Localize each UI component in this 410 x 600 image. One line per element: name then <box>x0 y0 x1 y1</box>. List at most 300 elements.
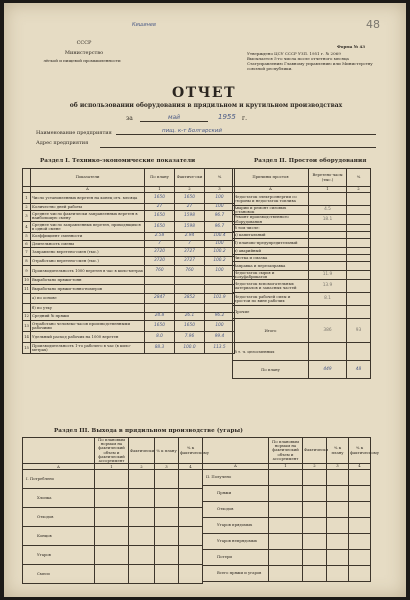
section1-row-label: Средний № пряжи <box>31 313 145 321</box>
section1-title: Раздел I. Технико-экономические показатели <box>40 158 196 164</box>
section3-left-cell <box>179 470 203 489</box>
section1-row-plan: 1650 <box>145 211 175 222</box>
section2-letter-1: 1 <box>309 187 347 193</box>
section1-row-fact: 3727 <box>175 248 205 257</box>
section2-row-pct <box>347 193 371 206</box>
section3-right-cell <box>269 566 303 582</box>
section1-row-pct: 100 <box>205 266 235 277</box>
section3-left-cell <box>155 489 179 508</box>
section3-right-row <box>203 518 371 534</box>
section1-row-pct <box>205 285 235 294</box>
section3-right-cell <box>303 470 327 486</box>
section3-right-row <box>203 502 371 518</box>
enterprise-address-label: Адрес предприятия <box>36 140 89 146</box>
section1-row-no: 5 <box>23 233 31 241</box>
section1-row-no: 3 <box>23 211 31 222</box>
section1-letter-a: А <box>31 187 145 193</box>
section3-left-cell <box>129 565 155 584</box>
section3-left-cell <box>129 546 155 565</box>
section1-row-label: Заправлено веретено-смен (тыс.) <box>31 248 145 257</box>
section3-left-cell <box>179 489 203 508</box>
section3-left-letter: 1 <box>95 464 129 470</box>
section1-row-plan: 2.58 <box>145 233 175 241</box>
section3-left-header: % к фактическому <box>179 438 203 464</box>
section3-right-row-label: Угаров непрядомых <box>203 534 269 550</box>
section2-row-hours <box>309 231 347 238</box>
section1-table <box>22 168 235 354</box>
section1-row-plan <box>145 285 175 294</box>
ussr-label: СССР <box>76 40 92 46</box>
section3-right-row <box>203 566 371 582</box>
section1-row-fact: 1650 <box>175 193 205 204</box>
section3-left-cell <box>179 508 203 527</box>
section1-row-plan <box>145 277 175 285</box>
section2-row-label: Заправка и перезаправка <box>233 261 309 270</box>
section3-right-cell <box>327 502 349 518</box>
section2-row-pct <box>347 238 371 247</box>
section2-row-hours <box>309 254 347 261</box>
section1-header-no <box>23 169 31 187</box>
section1-row-fact: 2.94 <box>175 233 205 241</box>
section1-row-pct <box>205 304 235 313</box>
section3-right-header: По плановым нормам на фактический объем и ассортимент <box>269 438 303 464</box>
section3-left-row <box>23 508 203 527</box>
section2-row-pct <box>347 306 371 319</box>
section3-left-cell <box>179 546 203 565</box>
section3-left-cell <box>155 508 179 527</box>
section1-row-plan: 1650 <box>145 193 175 204</box>
section1-row-label: Число установленных веретен на конец отч. месяца <box>31 193 145 204</box>
approval-line-4: союзной республики. <box>247 66 293 71</box>
section3-right-letter: 4 <box>349 464 371 470</box>
section1-row-label: Производительность 1-го рабочего в час (в кило-метрах) <box>31 343 145 354</box>
section3-right-cell <box>269 534 303 550</box>
section1-row-fact: 26.1 <box>175 313 205 321</box>
section3-right-header: % к фактическому <box>349 438 371 464</box>
section3-left-cell <box>95 470 129 489</box>
section1-row <box>23 204 235 211</box>
section2-row-hours <box>309 306 347 319</box>
section1-row-fact: 7.96 <box>175 332 205 343</box>
section2-row <box>233 193 371 206</box>
section2-row-label: б) планово-предупредительный <box>233 238 309 247</box>
section1-row-fact: 1598 <box>175 222 205 233</box>
section3-right-row <box>203 534 371 550</box>
enterprise-name-value: пищ. к-т Болгарский <box>116 128 376 135</box>
section1-row-no: 8 <box>23 257 31 266</box>
section1-row-no <box>23 294 31 304</box>
section1-row-pct: 99.4 <box>205 332 235 343</box>
section1-row <box>23 277 235 285</box>
section1-row-no: 13 <box>23 321 31 332</box>
section2-header-pct: % <box>347 169 371 187</box>
section3-left-row-label: Концов <box>23 527 95 546</box>
section1-row-no: 10 <box>23 277 31 285</box>
section3-left-cell <box>155 470 179 489</box>
section2-row-pct <box>347 254 371 261</box>
section3-right-cell <box>349 470 371 486</box>
section3-right-cell <box>269 470 303 486</box>
section3-right-cell <box>327 534 349 550</box>
form-number: Форма № 43 <box>337 44 366 49</box>
section1-letter-2: 2 <box>175 187 205 193</box>
section1-row-plan: 1650 <box>145 321 175 332</box>
section3-left-cell <box>129 527 155 546</box>
section1-row-fact: 1598 <box>175 211 205 222</box>
section3-left-row <box>23 489 203 508</box>
section2-row-hours <box>309 247 347 254</box>
report-title: ОТЧЕТ <box>172 85 236 101</box>
section3-right-letter: 2 <box>303 464 327 470</box>
section2-row-pct <box>347 247 371 254</box>
section3-left-header: Фактически <box>129 438 155 464</box>
section3-left-cell <box>179 565 203 584</box>
section1-row-label: Отработано человеко-часов производственными рабочими <box>31 321 145 332</box>
section3-right-row-label: Отходов <box>203 502 269 518</box>
section3-left-header: По плановым нормам на фактический объем и фактический ассортимент <box>95 438 129 464</box>
section1-row-no <box>23 304 31 313</box>
section1-letter-3: 3 <box>205 187 235 193</box>
section2-row-label: Недостаток сырья и полуфабрикатов <box>233 270 309 279</box>
section1-row-plan: 7 <box>145 241 175 248</box>
section1-row-label: а) по основе <box>31 294 145 304</box>
section1-row <box>23 222 235 233</box>
section1-row-label: б) по утку <box>31 304 145 313</box>
approval-line-3: Статуправлению Главному управлению или Министерству <box>247 61 373 66</box>
section2-row-label: Чистка и смазка <box>233 254 309 261</box>
section3-right-header: % к плану <box>327 438 349 464</box>
section3-left-header: % к плану <box>155 438 179 464</box>
section3-right-cell <box>327 486 349 502</box>
section3-right-row <box>203 550 371 566</box>
section3-left-row-label: Отходов <box>23 508 95 527</box>
section1-row <box>23 304 235 313</box>
section3-left-cell <box>129 508 155 527</box>
section1-row-label: Производительность 1000 веретен в час в кило-метрах <box>31 266 145 277</box>
section3-left-table <box>22 437 209 584</box>
report-subtitle: об использовании оборудования в прядильном и крутильном производствах <box>69 102 343 109</box>
approval-line-2: Высылается 5-го числа после отчетного месяца <box>247 56 349 61</box>
section3-right-row-label: Всего пряжи и угаров <box>203 566 269 582</box>
section3-title: Раздел III. Выхода в прядильном производстве (угары) <box>54 428 243 434</box>
section3-right-cell <box>303 502 327 518</box>
section1-row <box>23 193 235 204</box>
section1-row-plan: 27 <box>145 204 175 211</box>
section1-row <box>23 257 235 266</box>
section2-row-label: Ремонт производственного оборудования <box>233 215 309 224</box>
section3-right-cell <box>269 550 303 566</box>
section2-row-hours: 11.9 <box>309 270 347 279</box>
section1-row <box>23 313 235 321</box>
section2-row-hours: 18.1 <box>309 215 347 224</box>
section2-row-hours <box>309 261 347 270</box>
section1-row-fact: 100.0 <box>175 343 205 354</box>
section2-header-reason: Причины простоя <box>233 169 309 187</box>
section2-letter-2: 2 <box>347 187 371 193</box>
section3-right-cell <box>349 566 371 582</box>
section3-left-cell <box>179 527 203 546</box>
section1-row-pct: 96.7 <box>205 211 235 222</box>
period-year: 1955 <box>218 113 236 121</box>
section2-row-label: В том числе: <box>233 224 309 231</box>
section1-row-no: 11 <box>23 285 31 294</box>
enterprise-name-label: Наименование предприятия <box>36 130 112 136</box>
section3-right-cell <box>303 566 327 582</box>
section1-row-plan: 1650 <box>145 222 175 233</box>
ministry-label: Министерство <box>64 50 104 56</box>
section1-row-pct: 101.9 <box>205 294 235 304</box>
section1-row-label: Количество дней работы <box>31 204 145 211</box>
section3-left-row-label: Смеси <box>23 565 95 584</box>
section3-right-header: Фактически <box>303 438 327 464</box>
section3-left-letter: 3 <box>155 464 179 470</box>
section3-left-cell <box>155 527 179 546</box>
section3-right-cell <box>303 486 327 502</box>
section3-right-row-label: Угаров прядомых <box>203 518 269 534</box>
section3-left-cell <box>95 489 129 508</box>
section3-right-letter: 3 <box>327 464 349 470</box>
section3-right-row <box>203 470 371 486</box>
section3-right-cell <box>269 518 303 534</box>
section1-row <box>23 241 235 248</box>
section2-row-hours: 4.5 <box>309 206 347 215</box>
section1-header-pct: % <box>205 169 235 187</box>
section2-row-pct <box>347 270 371 279</box>
section1-row-plan: 8.0 <box>145 332 175 343</box>
section3-left-cell <box>95 508 129 527</box>
section2-row-pct <box>347 231 371 238</box>
section1-row-no: 12 <box>23 313 31 321</box>
section1-row-plan: 24.8 <box>145 313 175 321</box>
section2-row-label: Прочие <box>233 306 309 319</box>
section2-row <box>233 224 371 231</box>
section2-plan-label: По плану <box>233 361 309 379</box>
section3-left-row-label: Хлопка <box>23 489 95 508</box>
section2-row <box>233 270 371 279</box>
section1-row <box>23 248 235 257</box>
section3-left-row <box>23 565 203 584</box>
section1-letter-1: 1 <box>145 187 175 193</box>
section2-total-pct: 93 <box>347 319 371 343</box>
section1-row <box>23 233 235 241</box>
section1-row-pct: 100.2 <box>205 248 235 257</box>
section3-right-cell <box>327 518 349 534</box>
section3-left-cell <box>155 546 179 565</box>
section1-row-label: Удельный расход рабочих на 1000 веретен <box>31 332 145 343</box>
section2-letter-a: А <box>233 187 309 193</box>
section1-row-pct: 100 <box>205 241 235 248</box>
section3-left-cell <box>129 470 155 489</box>
section1-row-pct: 96.2 <box>205 313 235 321</box>
section1-row-no: 14 <box>23 332 31 343</box>
ministry-handwritten: Кишинев <box>132 22 156 28</box>
section1-row-fact: 3852 <box>175 294 205 304</box>
section3-right-cell <box>327 550 349 566</box>
section2-incl-label: В т. ч. целосменных <box>233 343 309 361</box>
section2-row <box>233 261 371 270</box>
section3-right-cell <box>349 518 371 534</box>
section1-row-no: 9 <box>23 266 31 277</box>
section2-row <box>233 238 371 247</box>
period-suffix: г. <box>242 115 248 122</box>
section2-plan-hours: 449 <box>309 361 347 379</box>
section1-row-plan: 3720 <box>145 257 175 266</box>
section3-left-letter: 2 <box>129 464 155 470</box>
section3-left-cell <box>95 565 129 584</box>
section3-right-cell <box>327 470 349 486</box>
section2-title: Раздел II. Простои оборудования <box>254 158 367 164</box>
section1-row-plan: 2847 <box>145 294 175 304</box>
section1-row-label: Длительность смены <box>31 241 145 248</box>
section2-row <box>233 306 371 319</box>
section1-row-pct: 100 <box>205 204 235 211</box>
section1-row-label: Отработано веретено-смен (тыс.) <box>31 257 145 266</box>
ministry-line2: лёгкой и пищевой промышленности <box>43 58 121 63</box>
section1-row-label: Среднее число фактически заправленных веретен в наибольшую смену <box>31 211 145 222</box>
section1-row-label: Выработано пряжи-тонно-номеров <box>31 285 145 294</box>
section1-header-fact: Фактиче-ски <box>175 169 205 187</box>
section1-row-plan: 760 <box>145 266 175 277</box>
section2-row-hours: 8.1 <box>309 293 347 306</box>
period-month: май <box>140 114 208 122</box>
section1-row-no: 1 <box>23 193 31 204</box>
section2-row-pct <box>347 293 371 306</box>
section1-row-fact <box>175 277 205 285</box>
section3-right-cell <box>349 486 371 502</box>
section2-row <box>233 280 371 293</box>
section1-row <box>23 285 235 294</box>
section3-left-letter: А <box>23 464 95 470</box>
section1-row-no: 15 <box>23 343 31 354</box>
section3-left-row-label: Угаров <box>23 546 95 565</box>
section1-row-plan: 88.3 <box>145 343 175 354</box>
section3-right-cell <box>349 502 371 518</box>
section1-row-no: 7 <box>23 248 31 257</box>
section2-row <box>233 215 371 224</box>
section1-row-plan: 3720 <box>145 248 175 257</box>
section1-row-pct <box>205 277 235 285</box>
approval-line-1: Утверждено ЦСУ СССР УЗП. 1951 г. № 2069 <box>247 51 341 56</box>
section2-row-hours <box>309 193 347 206</box>
section1-row-label: Среднее число заправленных веретен, приходящихся в одной смене <box>31 222 145 233</box>
section1-row <box>23 343 235 354</box>
section3-right-letter: 1 <box>269 464 303 470</box>
section3-left-header <box>23 438 95 464</box>
section1-row-pct: 100 <box>205 321 235 332</box>
section1-row-pct: 100 <box>205 193 235 204</box>
section2-row-label: а) капитальный <box>233 231 309 238</box>
section2-row <box>233 254 371 261</box>
section2-row-hours: 13.9 <box>309 280 347 293</box>
section3-right-row-label: Пряжи <box>203 486 269 502</box>
section2-row-label: Недостаток рабочей силы и простои по вине рабочих <box>233 293 309 306</box>
section2-row-hours <box>309 238 347 247</box>
section1-row-fact: 27 <box>175 204 205 211</box>
section3-right-header <box>203 438 269 464</box>
section2-row-pct <box>347 224 371 231</box>
section1-row-pct: 96.7 <box>205 222 235 233</box>
section1-row-no: 2 <box>23 204 31 211</box>
section1-row <box>23 266 235 277</box>
document-sheet <box>4 3 406 597</box>
page-number: 48 <box>366 18 380 31</box>
section3-left-letter: 4 <box>179 464 203 470</box>
section3-left-row <box>23 546 203 565</box>
section2-row-pct <box>347 206 371 215</box>
section1-row-label: Выработано пряжи-тонн <box>31 277 145 285</box>
enterprise-address-line <box>100 146 376 148</box>
section2-row-label: в) аварийный <box>233 247 309 254</box>
section1-row <box>23 294 235 304</box>
section1-row <box>23 211 235 222</box>
section2-total-hours: 386 <box>309 319 347 343</box>
section1-row-pct: 100.4 <box>205 233 235 241</box>
section1-row-pct: 113.5 <box>205 343 235 354</box>
section2-row-label: Аварии и ремонт силовых установок <box>233 206 309 215</box>
section1-row-no: 4 <box>23 222 31 233</box>
section2-row-label: Недостаток вспомогательных материалов и запасных частей <box>233 280 309 293</box>
section2-row-pct <box>347 215 371 224</box>
section3-right-cell <box>349 534 371 550</box>
section3-right-cell <box>303 534 327 550</box>
section1-header-label: Показатели <box>31 169 145 187</box>
section1-row-fact: 3727 <box>175 257 205 266</box>
section1-row-pct: 100.2 <box>205 257 235 266</box>
section2-plan-pct: 48 <box>347 361 371 379</box>
section2-row-hours <box>309 224 347 231</box>
section1-header-plan: По плану <box>145 169 175 187</box>
section2-row <box>233 247 371 254</box>
section3-right-row-label: II. Получено <box>203 470 269 486</box>
section2-row <box>233 231 371 238</box>
section3-right-letter: А <box>203 464 269 470</box>
section1-row-fact: 1650 <box>175 321 205 332</box>
section3-right-cell <box>303 518 327 534</box>
section3-right-cell <box>327 566 349 582</box>
section2-row-label: Недостаток электроэнергии со стороны и недостаток топлива <box>233 193 309 206</box>
section3-left-cell <box>129 489 155 508</box>
section2-row <box>233 293 371 306</box>
section1-row-fact: 760 <box>175 266 205 277</box>
section3-right-cell <box>303 550 327 566</box>
period-prefix: за <box>126 115 133 122</box>
section3-left-cell <box>95 546 129 565</box>
section2-row-pct <box>347 280 371 293</box>
section3-left-cell <box>155 565 179 584</box>
section3-left-cell <box>95 527 129 546</box>
section1-row-label: Коэффициент сменности <box>31 233 145 241</box>
section2-header-hours: Веретено-часы (тыс.) <box>309 169 347 187</box>
section3-left-row <box>23 527 203 546</box>
section1-row-fact <box>175 304 205 313</box>
section3-right-table <box>202 437 379 582</box>
section3-right-row <box>203 486 371 502</box>
section1-row-fact <box>175 285 205 294</box>
section3-left-row <box>23 470 203 489</box>
section1-row <box>23 332 235 343</box>
section3-right-row-label: Потери <box>203 550 269 566</box>
section2-total-label: Итого <box>233 319 309 343</box>
section2-row-pct <box>347 261 371 270</box>
section3-right-cell <box>349 550 371 566</box>
section1-row-plan <box>145 304 175 313</box>
section1-row-no: 6 <box>23 241 31 248</box>
section1-row-fact: 7 <box>175 241 205 248</box>
section1-row <box>23 321 235 332</box>
section3-right-cell <box>269 502 303 518</box>
section3-left-row-label: I. Потреблено <box>23 470 95 489</box>
section3-right-cell <box>269 486 303 502</box>
